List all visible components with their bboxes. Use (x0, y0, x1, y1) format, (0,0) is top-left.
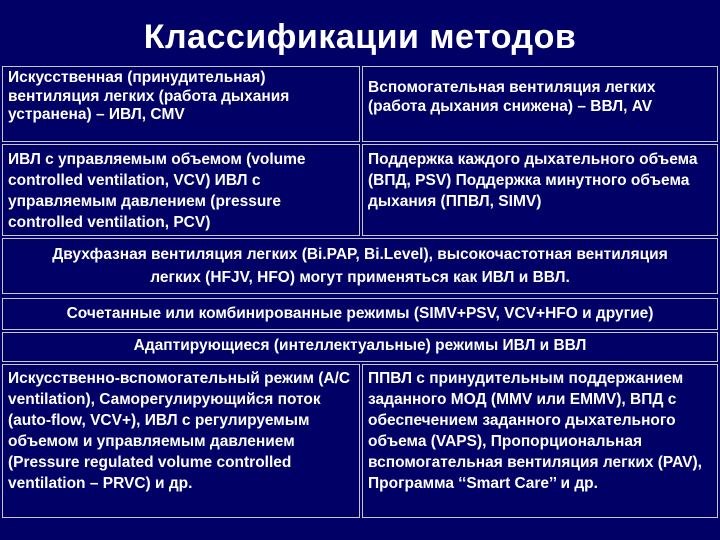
row2-left-cell: ИВЛ с управляемым объемом (volume controlled ventilation, VCV) ИВЛ с управляемым давлением (pressure controlled ventilation, PCV) (2, 144, 360, 236)
row1-left-cell: Искусственная (принудительная) вентиляция легких (работа дыхания устранена) – ИВЛ, CMV (2, 66, 360, 142)
row2-right-cell: Поддержка каждого дыхательного объема (ВПД, PSV) Поддержка минутного объема дыхания (ППВЛ, SIMV) (362, 144, 718, 236)
row3-cell: Двухфазная вентиляция легких (Bi.PAP, Bi.Level), высокочастотная вентиляция легких (HFJV, HFO) могут применяться как ИВЛ и ВВЛ. (2, 238, 718, 294)
row1-right-cell: Вспомогательная вентиляция легких (работа дыхания снижена) – ВВЛ, AV (362, 66, 718, 142)
row6-left-cell: Искусственно-вспомогательный режим (A/C ventilation), Саморегулирующийся поток (auto-flow, VCV+), ИВЛ с регулируемым объемом и управляемым давлением (Pressure regulated volume controlled ventilation – PRVC) и др. (2, 364, 360, 518)
page-title: Классификации методов (143, 18, 577, 56)
row6-right-cell: ППВЛ с принудительным поддержанием заданного МОД (MMV или EMMV), ВПД с обеспечением заданного дыхательного объема (VAPS), Пропорциональная вспомогательная вентиляция легких (PAV), Программа ‘‘Smart Care’’ и др. (362, 364, 718, 518)
row5-cell: Адаптирующиеся (интеллектуальные) режимы ИВЛ и ВВЛ (2, 332, 718, 362)
row4-cell: Сочетанные или комбинированные режимы (SIMV+PSV, VCV+HFO и другие) (2, 298, 718, 330)
